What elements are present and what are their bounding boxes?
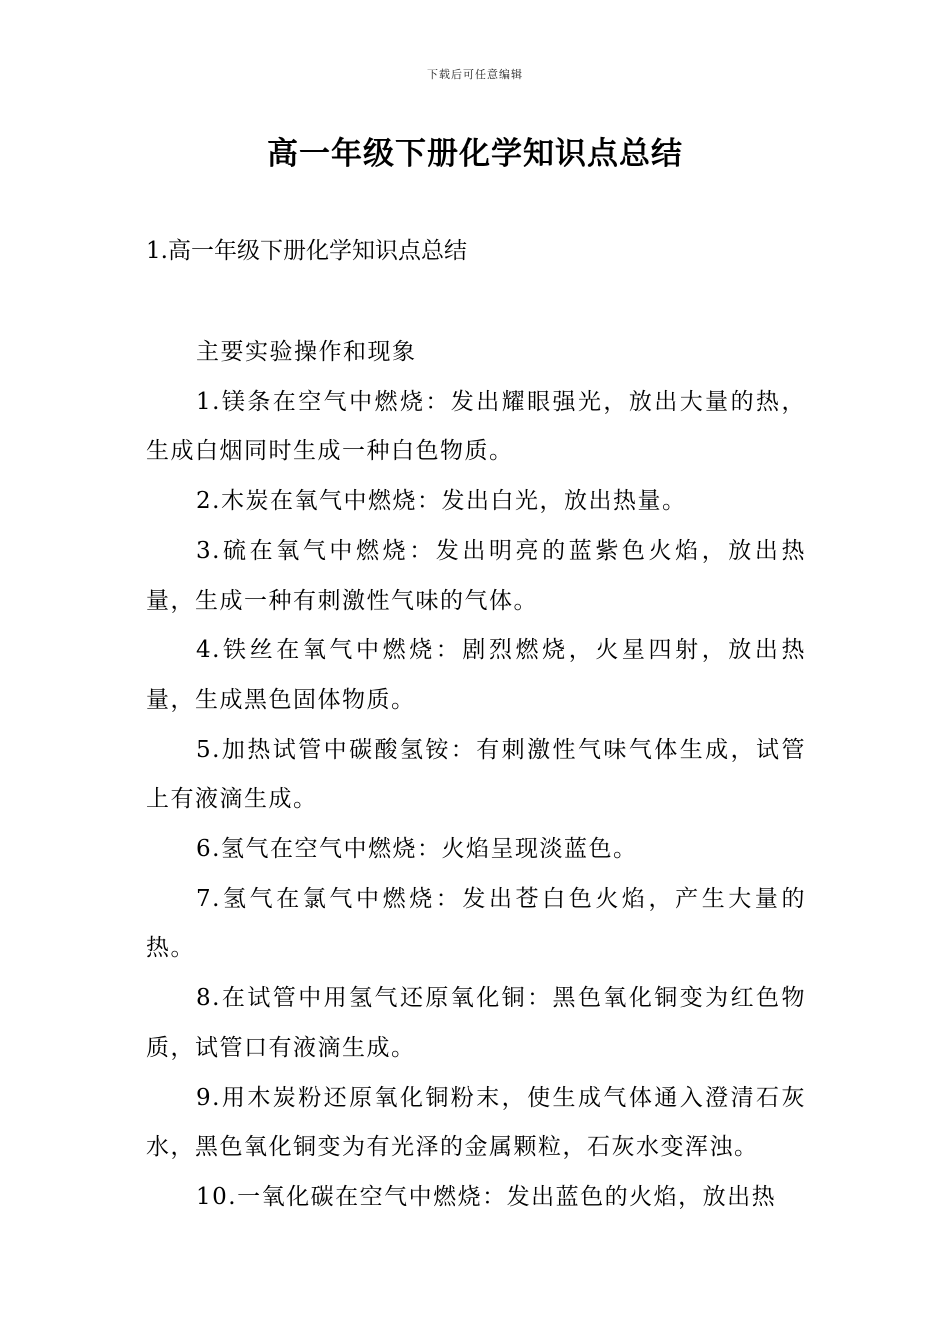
list-item: 10.一氧化碳在空气中燃烧：发出蓝色的火焰，放出热 [196, 1183, 777, 1210]
list-item: 7.氢气在氯气中燃烧：发出苍白色火焰，产生大量的热。 [146, 885, 806, 962]
list-item: 3.硫在氧气中燃烧：发出明亮的蓝紫色火焰，放出热量，生成一种有刺激性气味的气体。 [146, 537, 806, 614]
list-item: 8.在试管中用氢气还原氧化铜：黑色氧化铜变为红色物质，试管口有液滴生成。 [146, 985, 806, 1061]
header-note: 下载后可任意编辑 [427, 68, 523, 81]
subheading: 主要实验操作和现象 [196, 339, 417, 365]
document-title: 高一年级下册化学知识点总结 [267, 136, 683, 172]
list-item: 9.用木炭粉还原氧化铜粉末，使生成气体通入澄清石灰水，黑色氧化铜变为有光泽的金属颗粒，石灰水变浑浊。 [146, 1084, 806, 1161]
list-item: 4.铁丝在氧气中燃烧：剧烈燃烧，火星四射，放出热量，生成黑色固体物质。 [146, 637, 806, 713]
list-item: 6.氢气在空气中燃烧：火焰呈现淡蓝色。 [196, 836, 638, 863]
document-body [146, 328, 806, 1223]
list-item: 2.木炭在氧气中燃烧：发出白光，放出热量。 [196, 488, 687, 515]
list-item: 5.加热试管中碳酸氢铵：有刺激性气味气体生成，试管上有液滴生成。 [146, 736, 806, 813]
section-heading: 1.高一年级下册化学知识点总结 [146, 238, 467, 264]
list-item: 1.镁条在空气中燃烧：发出耀眼强光，放出大量的热，生成白烟同时生成一种白色物质。 [146, 388, 806, 465]
